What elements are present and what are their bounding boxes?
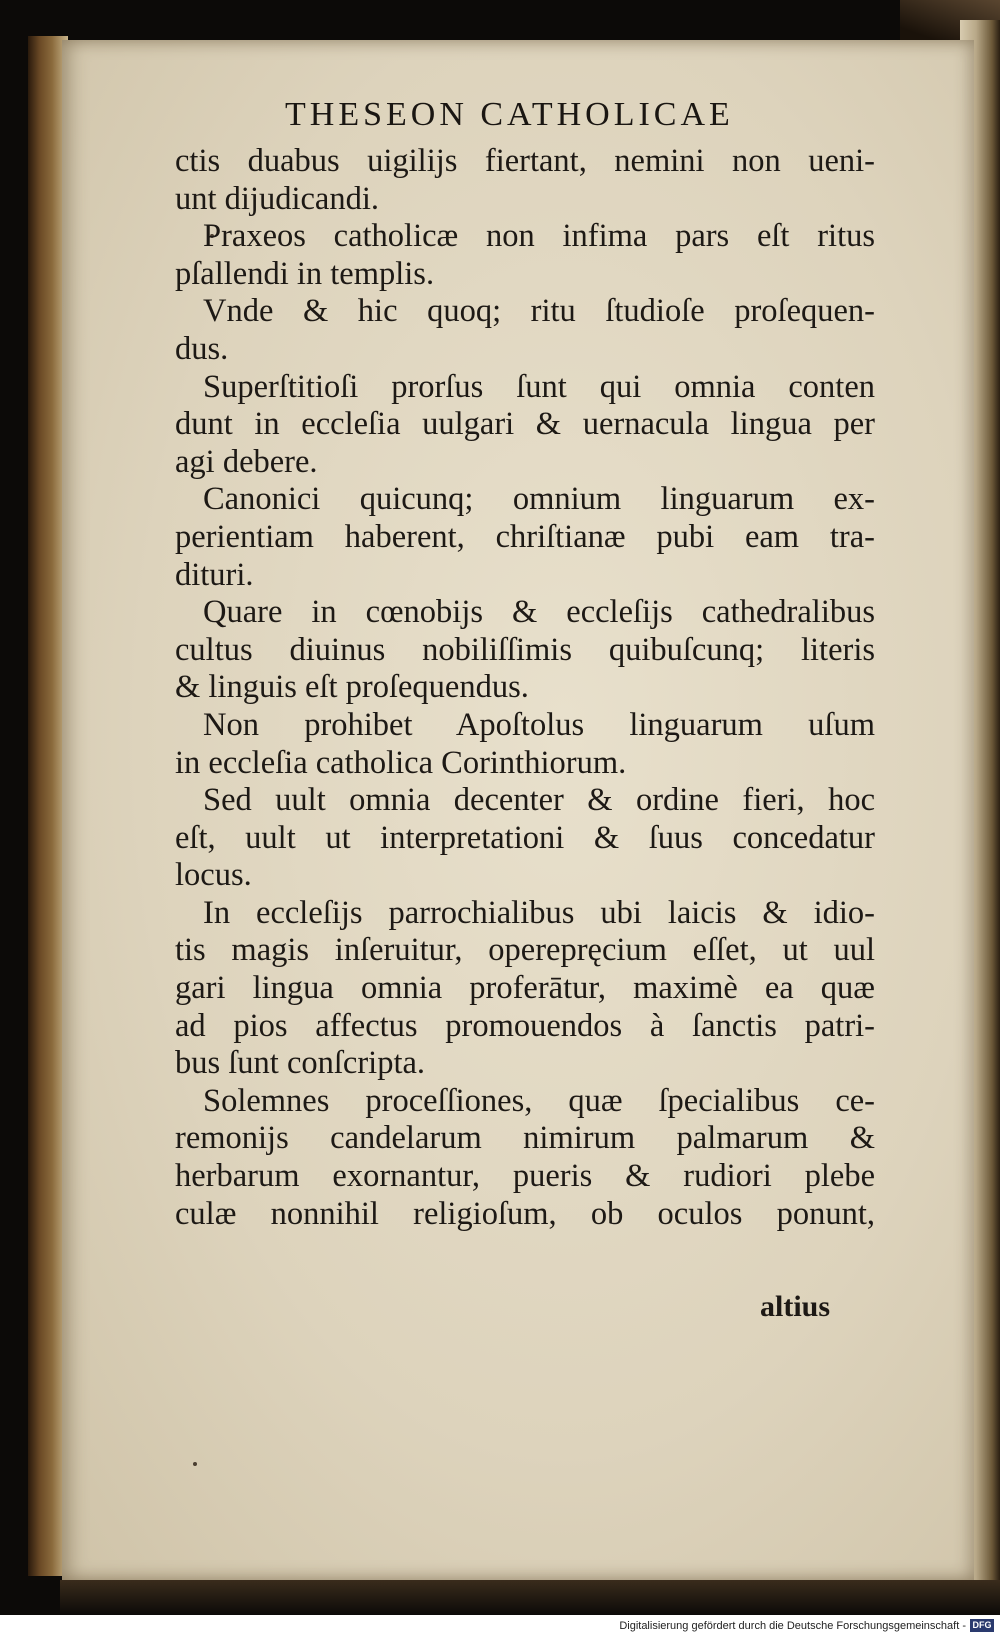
- page-bottom-edge: [60, 1580, 1000, 1615]
- text-line: Non prohibet Apoſtolus linguarum uſum: [203, 706, 875, 743]
- text-line: in eccleſia catholica Corinthiorum.: [175, 744, 627, 781]
- text-line: Vnde & hic quoq; ritu ſtudioſe proſequen-: [203, 293, 875, 330]
- text-line: dunt in eccleſia uulgari & uernacula lingua per: [175, 406, 875, 443]
- text-line: tis magis inſeruitur, operepręcium eſſet, ut uul: [175, 932, 875, 969]
- text-line: & linguis eſt proſequendus.: [175, 669, 529, 706]
- text-line: Superſtitioſi prorſus ſunt qui omnia conten: [203, 368, 875, 405]
- text-line: culæ nonnihil religioſum, ob oculos ponunt,: [175, 1195, 875, 1232]
- text-block: [175, 143, 875, 1233]
- footer-credit: Digitalisierung gefördert durch die Deutsche Forschungsgemeinschaft -: [619, 1620, 966, 1632]
- text-line: unt dijudicandi.: [175, 180, 379, 217]
- catchword: altius: [760, 1290, 831, 1323]
- text-line: gari lingua omnia proferātur, maximè ea quæ: [175, 970, 875, 1007]
- text-line: Canonici quicunq; omnium linguarum ex-: [203, 481, 875, 518]
- text-line: perientiam haberent, chriſtianæ pubi eam tra-: [175, 518, 875, 555]
- running-head: THESEON CATHOLICAE: [285, 96, 734, 133]
- dfg-logo-icon: DFG: [970, 1619, 994, 1632]
- text-line: ad pios affectus promouendos à ſanctis patri-: [175, 1007, 875, 1044]
- text-line: dus.: [175, 330, 229, 367]
- text-line: herbarum exornantur, pueris & rudiori plebe: [175, 1158, 875, 1195]
- text-line: In eccleſijs parrochialibus ubi laicis & idio-: [203, 894, 875, 931]
- text-line: eſt, uult ut interpretationi & ſuus concedatur: [175, 819, 875, 856]
- text-line: bus ſunt conſcripta.: [175, 1045, 426, 1082]
- text-line: locus.: [175, 857, 252, 894]
- text-line: ctis duabus uigilijs fiertant, nemini non ueni-: [175, 143, 875, 179]
- text-line: agi debere.: [175, 443, 318, 480]
- text-line: Solemnes proceſſiones, quæ ſpecialibus ce-: [203, 1082, 875, 1119]
- text-line: dituri.: [175, 556, 254, 593]
- text-line: cultus diuinus nobiliſſimis quibuſcunq; literis: [175, 631, 875, 668]
- text-line: Sed uult omnia decenter & ordine fieri, hoc: [203, 782, 875, 819]
- text-line: Praxeos catholicæ non infima pars eſt ritus: [203, 218, 875, 255]
- text-line: pſallendi in templis.: [175, 255, 435, 292]
- text-line: remonijs candelarum nimirum palmarum &: [175, 1120, 875, 1157]
- text-line: Quare in cœnobijs & eccleſijs cathedralibus: [203, 594, 875, 631]
- ink-speck: [193, 1462, 197, 1466]
